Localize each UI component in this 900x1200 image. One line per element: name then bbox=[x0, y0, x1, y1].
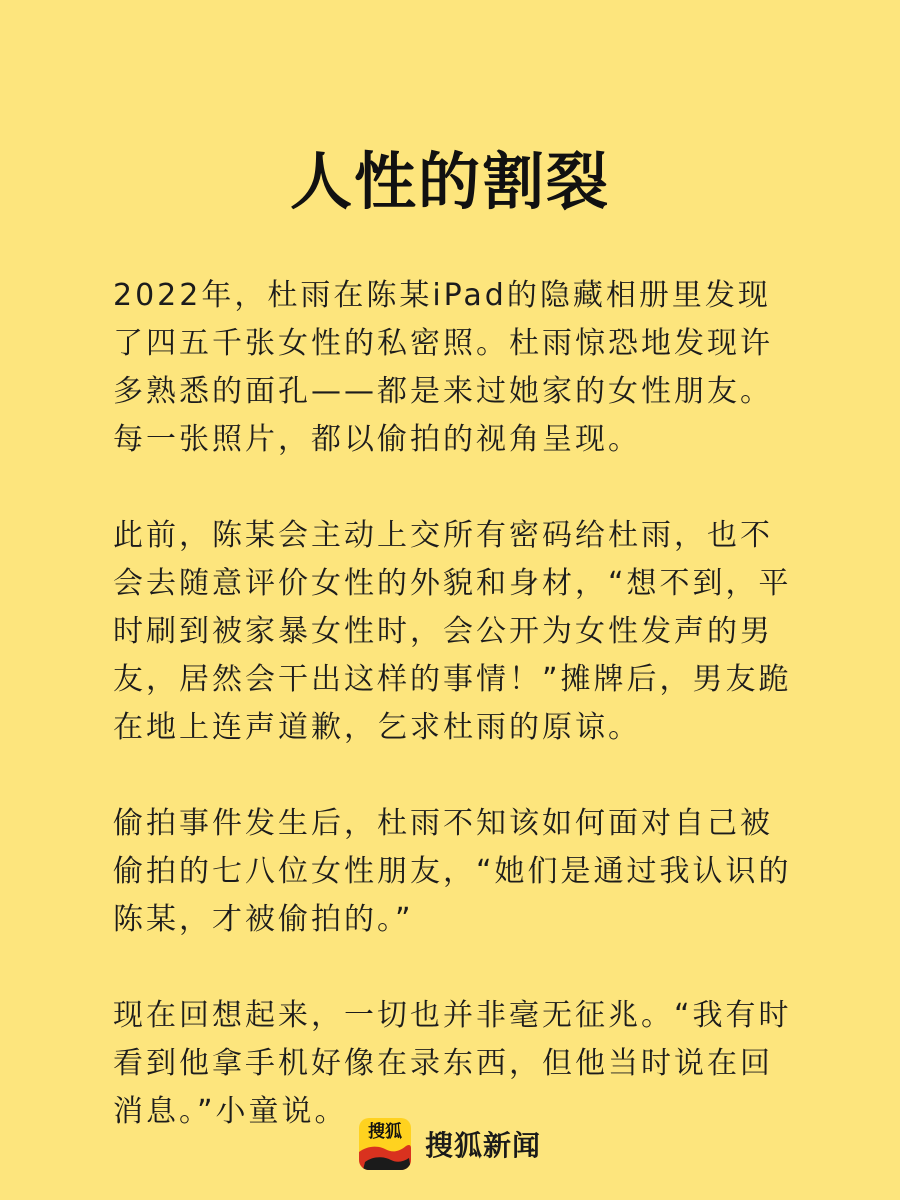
brand-name: 搜狐新闻 bbox=[424, 1129, 541, 1162]
paragraph-2: 此前，陈某会主动上交所有密码给杜雨，也不会去随意评价女性的外貌和身材，“想不到，平时刷到被家暴女性时，会公开为女性发声的男友，居然会干出这样的事情！”摊牌后，男友跪在地上连声道歉，乞求杜雨的原谅。 bbox=[113, 518, 792, 745]
paragraph-3: 偷拍事件发生后，杜雨不知该如何面对自己被偷拍的七八位女性朋友，“她们是通过我认识的陈某，才被偷拍的。” bbox=[113, 806, 792, 937]
article-body bbox=[113, 272, 803, 1136]
logo-text: 搜狐 bbox=[367, 1122, 402, 1142]
fox-tail-shape bbox=[359, 1118, 411, 1170]
article-title: 人性的割裂 bbox=[289, 145, 610, 218]
paragraph-1: 2022年，杜雨在陈某iPad的隐藏相册里发现了四五千张女性的私密照。杜雨惊恐地发现许多熟悉的面孔——都是来过她家的女性朋友。每一张照片，都以偷拍的视角呈现。 bbox=[113, 278, 773, 457]
paragraph-4: 现在回想起来，一切也并非毫无征兆。“我有时看到他拿手机好像在录东西，但他当时说在回消息。”小童说。 bbox=[113, 998, 792, 1129]
source-footer bbox=[0, 1118, 900, 1170]
sohu-logo-icon bbox=[359, 1118, 411, 1170]
